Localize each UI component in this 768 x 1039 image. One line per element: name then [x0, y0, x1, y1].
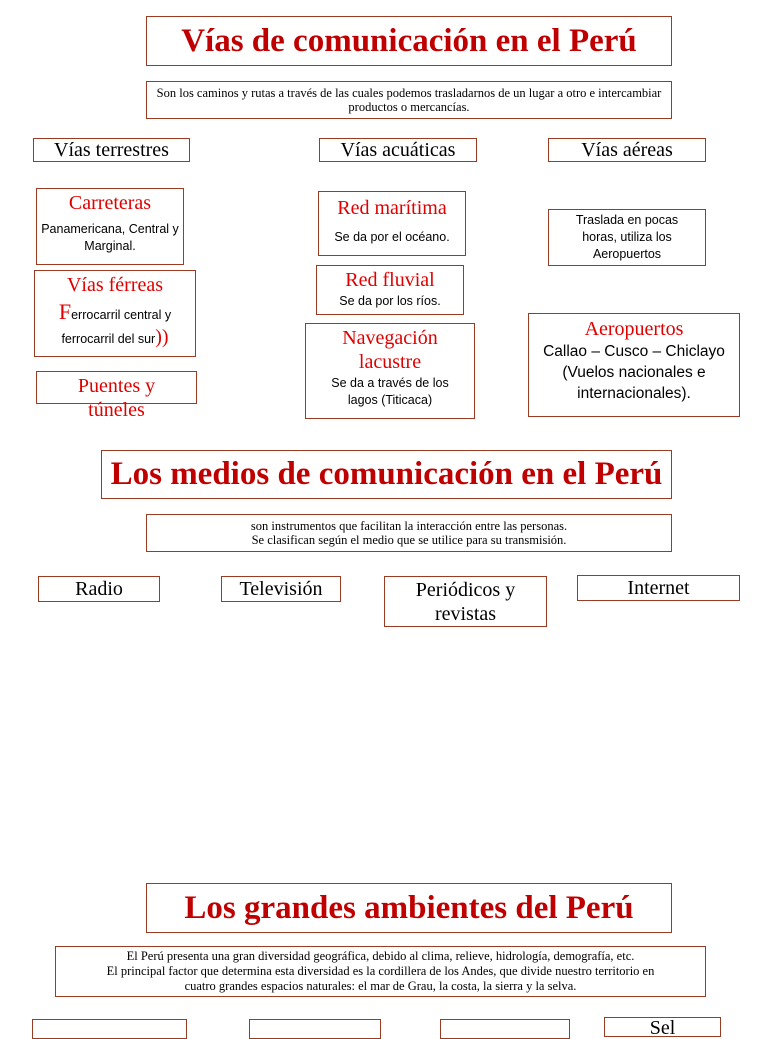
- node-carreteras: Carreteras Panamericana, Central y Marginal.: [36, 188, 184, 265]
- description-ambientes: El Perú presenta una gran diversidad geográfica, debido al clima, relieve, hidrología, demografía, etc. El principal factor que determina esta diversidad es la cordillera de los Andes, que divide nuestro territorio en cuatro grandes espacios naturales: el mar de Grau, la costa, la sierra y la selva.: [55, 946, 706, 997]
- description-vias: Son los caminos y rutas a través de las cuales podemos trasladarnos de un lugar a otro e intercambiar productos o mercancías.: [146, 81, 672, 119]
- node-vias-ferreas: Vías férreas Ferrocarril central y ferrocarril del sur)): [34, 270, 196, 357]
- category-vias-terrestres: Vías terrestres: [33, 138, 190, 162]
- medio-television: Televisión: [221, 576, 341, 602]
- medio-internet: Internet: [577, 575, 740, 601]
- ambiente-box-2: [249, 1019, 381, 1039]
- category-vias-acuaticas: Vías acuáticas: [319, 138, 477, 162]
- title-grandes-ambientes: Los grandes ambientes del Perú: [146, 883, 672, 933]
- description-medios: son instrumentos que facilitan la interacción entre las personas. Se clasifican según el medio que se utilice para su transmisión.: [146, 514, 672, 552]
- node-navegacion-lacustre: Navegación lacustre Se da a través de los lagos (Titicaca): [305, 323, 475, 419]
- category-vias-aereas: Vías aéreas: [548, 138, 706, 162]
- ambiente-box-selva: Sel: [604, 1017, 721, 1037]
- medio-radio: Radio: [38, 576, 160, 602]
- node-red-maritima: Red marítima Se da por el océano.: [318, 191, 466, 256]
- title-vias-comunicacion: Vías de comunicación en el Perú: [146, 16, 672, 66]
- node-aeropuertos: Aeropuertos Callao – Cusco – Chiclayo (Vuelos nacionales e internacionales).: [528, 313, 740, 417]
- medio-periodicos-revistas: Periódicos y revistas: [384, 576, 547, 627]
- node-red-fluvial: Red fluvial Se da por los ríos.: [316, 265, 464, 315]
- title-medios-comunicacion: Los medios de comunicación en el Perú: [101, 450, 672, 499]
- ambiente-box-3: [440, 1019, 570, 1039]
- ambiente-box-1: [32, 1019, 187, 1039]
- node-puentes-tuneles: Puentes y túneles: [36, 371, 197, 404]
- node-traslada-pocas-horas: Traslada en pocas horas, utiliza los Aeropuertos: [548, 209, 706, 266]
